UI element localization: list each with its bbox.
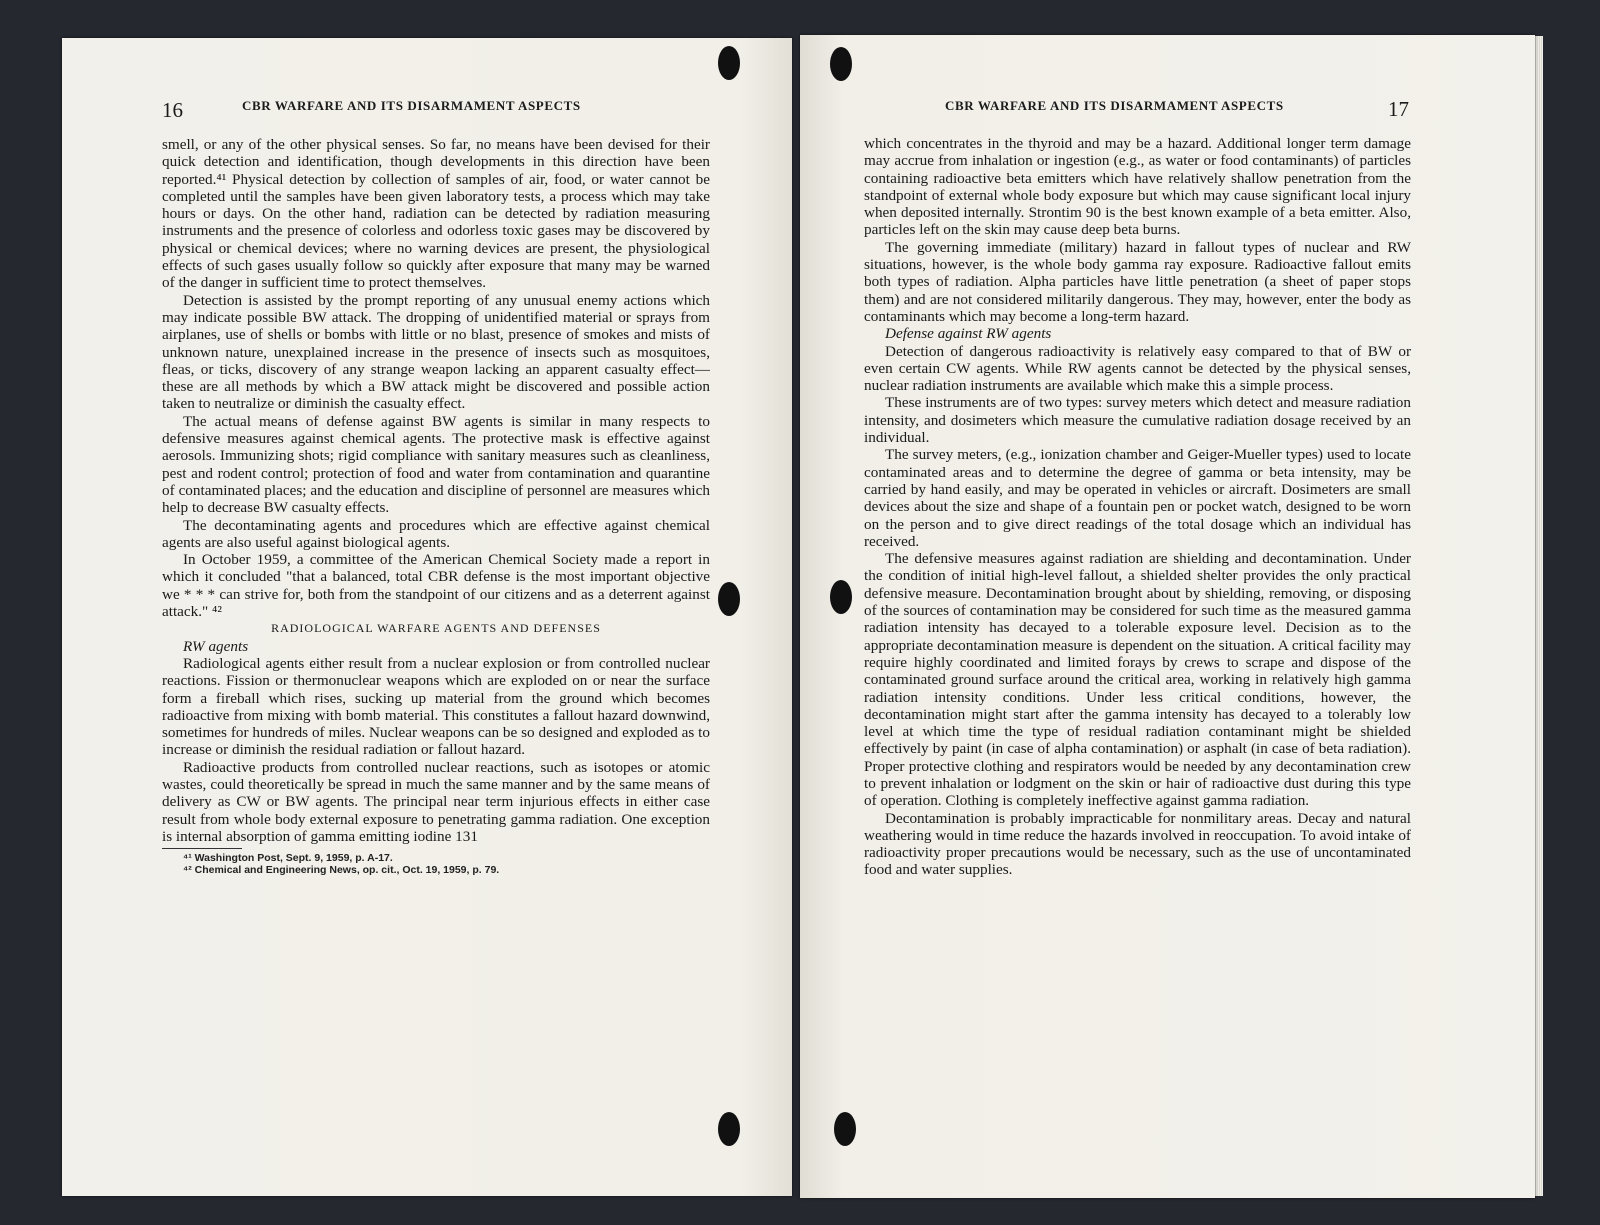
subheading: Defense against RW agents bbox=[885, 325, 1052, 343]
binder-hole bbox=[834, 1112, 856, 1146]
right-body bbox=[864, 135, 1411, 879]
paragraph: In October 1959, a committee of the American Chemical Society made a report in which it concluded "that a balanced, total CBR defense is the most important objective we * * * can strive for, both from the standpoint of our citizens and as a deterrent against attack." ⁴² bbox=[162, 551, 710, 621]
left-body bbox=[162, 136, 710, 876]
binder-hole bbox=[718, 46, 740, 80]
running-head: CBR WARFARE AND ITS DISARMAMENT ASPECTS bbox=[242, 98, 581, 113]
page-number: 16 bbox=[162, 98, 183, 122]
paragraph: The survey meters, (e.g., ionization chamber and Geiger-Mueller types) used to locate contaminated areas and to determine the degree of gamma or beta intensity, may be carried by hand easily, and may be operated in vehicles or aircraft. Dosimeters are small devices about the size and shape of a fountain pen or pocket watch, designed to be worn on the person and to give direct readings of the total dosage which an individual has received. bbox=[864, 446, 1411, 550]
section-heading: RADIOLOGICAL WARFARE AGENTS AND DEFENSES bbox=[271, 621, 601, 636]
paragraph: The governing immediate (military) hazard in fallout types of nuclear and RW situations, however, is the whole body gamma ray exposure. Radioactive fallout emits both types of radiation. Alpha particles have little penetration (a sheet of paper stops them) and are not considered militarily dangerous. They may, however, enter the body as contaminants which may become a long-term hazard. bbox=[864, 238, 1411, 325]
binder-hole bbox=[718, 582, 740, 616]
paragraph: smell, or any of the other physical senses. So far, no means have been devised for their quick detection and identification, though developments in this direction have been reported.⁴¹ Physical detection by collection of samples of air, food, or water cannot be completed until the samples have been given laboratory tests, a process which may take hours or days. On the other hand, radiation can be detected by radiation measuring instruments and the presence of colorless and odorless toxic gases may be discovered by physical or chemical devices; where no warning devices are present, the physiological effects of such gases usually follow so quickly after exposure that many may be warned of the danger in sufficient time to protect themselves. bbox=[162, 136, 710, 292]
paragraph: Radioactive products from controlled nuclear reactions, such as isotopes or atomic wastes, could theoretically be spread in much the same manner and by the same means of delivery as CW or BW agents. The principal near term injurious effects in either case result from whole body external exposure to penetrating gamma radiation. One exception is internal absorption of gamma emitting iodine 131 bbox=[162, 758, 710, 845]
footnote: ⁴¹ Washington Post, Sept. 9, 1959, p. A-17. bbox=[183, 852, 393, 865]
paragraph: The decontaminating agents and procedures which are effective against chemical agents are also useful against biological agents. bbox=[162, 516, 710, 551]
page-number: 17 bbox=[1388, 97, 1409, 121]
binder-hole bbox=[830, 47, 852, 81]
footnote: ⁴² Chemical and Engineering News, op. cit., Oct. 19, 1959, p. 79. bbox=[183, 864, 500, 877]
subheading: RW agents bbox=[183, 637, 249, 655]
left-page bbox=[62, 38, 792, 1196]
paragraph: which concentrates in the thyroid and may be a hazard. Additional longer term damage may accrue from inhalation or ingestion (e.g., as water or food contaminants) of particles containing radioactive beta emitters which have relatively shallow penetration from the standpoint of external whole body exposure but which may cause significant local injury when deposited internally. Strontim 90 is the best known example of a beta emitter. Also, particles left on the skin may cause deep beta burns. bbox=[864, 135, 1411, 239]
page-edge bbox=[1535, 36, 1543, 1196]
binder-hole bbox=[830, 580, 852, 614]
running-head: CBR WARFARE AND ITS DISARMAMENT ASPECTS bbox=[945, 98, 1284, 113]
paragraph: The defensive measures against radiation are shielding and decontamination. Under the condition of initial high-level fallout, a shielded shelter provides the only practical defensive measure. Decontamination brought about by shielding, removing, or disposing of the sources of contamination may be considered for such time as the measured gamma radiation intensity has decayed to a tolerable exposure level. Decision as to the appropriate decontamination measure is dependent on the situation. A critical facility may require highly coordinated and limited forays by crews to scrape and dispose of the contaminated ground surface around the critical area, working in relatively high gamma radiation intensity conditions. Under less critical conditions, however, the decontamination might start after the gamma intensity has decayed to a tolerably low level at which time the type of residual radiation contaminant might be shielded effectively by paint (in case of alpha contamination) or asphalt (in case of beta radiation). Proper protective clothing and respirators would be needed by any decontamination crew to prevent inhalation or lodgment on the skin or hair of radioactive dust during this type of operation. Clothing is completely ineffective against gamma radiation. bbox=[864, 550, 1411, 810]
paragraph: Detection of dangerous radioactivity is relatively easy compared to that of BW or even certain CW agents. While RW agents cannot be detected by the physical senses, nuclear radiation instruments are available which make this a simple process. bbox=[864, 342, 1411, 395]
paragraph: Detection is assisted by the prompt reporting of any unusual enemy actions which may indicate possible BW attack. The dropping of unidentified material or sprays from airplanes, use of shells or bombs with little or no blast, presence of smokes and mists of unknown nature, unexplained increase in the presence of insects such as mosquitoes, fleas, or ticks, discovery of any strange weapon lacking an apparent casualty effect—these are all methods by which a BW attack might be discovered and possible action taken to neutralize or diminish the casualty effect. bbox=[162, 291, 710, 413]
paragraph: These instruments are of two types: survey meters which detect and measure radiation intensity, and dosimeters which measure the cumulative radiation dosage received by an individual. bbox=[864, 394, 1411, 447]
paragraph: Radiological agents either result from a nuclear explosion or from controlled nuclear reactions. Fission or thermonuclear weapons which are exploded on or near the surface form a fireball which rises, sucking up material from the ground which becomes radioactive from mixing with bomb material. This constitutes a fallout hazard downwind, sometimes for hundreds of miles. Nuclear weapons can be so designed and exploded as to increase or diminish the residual radiation or fallout hazard. bbox=[162, 654, 710, 759]
right-page bbox=[800, 35, 1535, 1198]
footnote-rule bbox=[162, 848, 242, 849]
paragraph: The actual means of defense against BW agents is similar in many respects to defensive measures against chemical agents. The protective mask is effective against aerosols. Immunizing shots; rigid compliance with sanitary measures such as cleanliness, pest and rodent control; protection of food and water from contamination and quarantine of contaminated places; and the education and discipline of personnel are measures which help to decrease BW casualty effects. bbox=[162, 412, 710, 517]
paragraph: Decontamination is probably impracticable for nonmilitary areas. Decay and natural weathering would in time reduce the hazards involved in reoccupation. To avoid intake of radioactivity proper precautions would be necessary, such as the use of uncontaminated food and water supplies. bbox=[864, 809, 1411, 879]
binder-hole bbox=[718, 1112, 740, 1146]
